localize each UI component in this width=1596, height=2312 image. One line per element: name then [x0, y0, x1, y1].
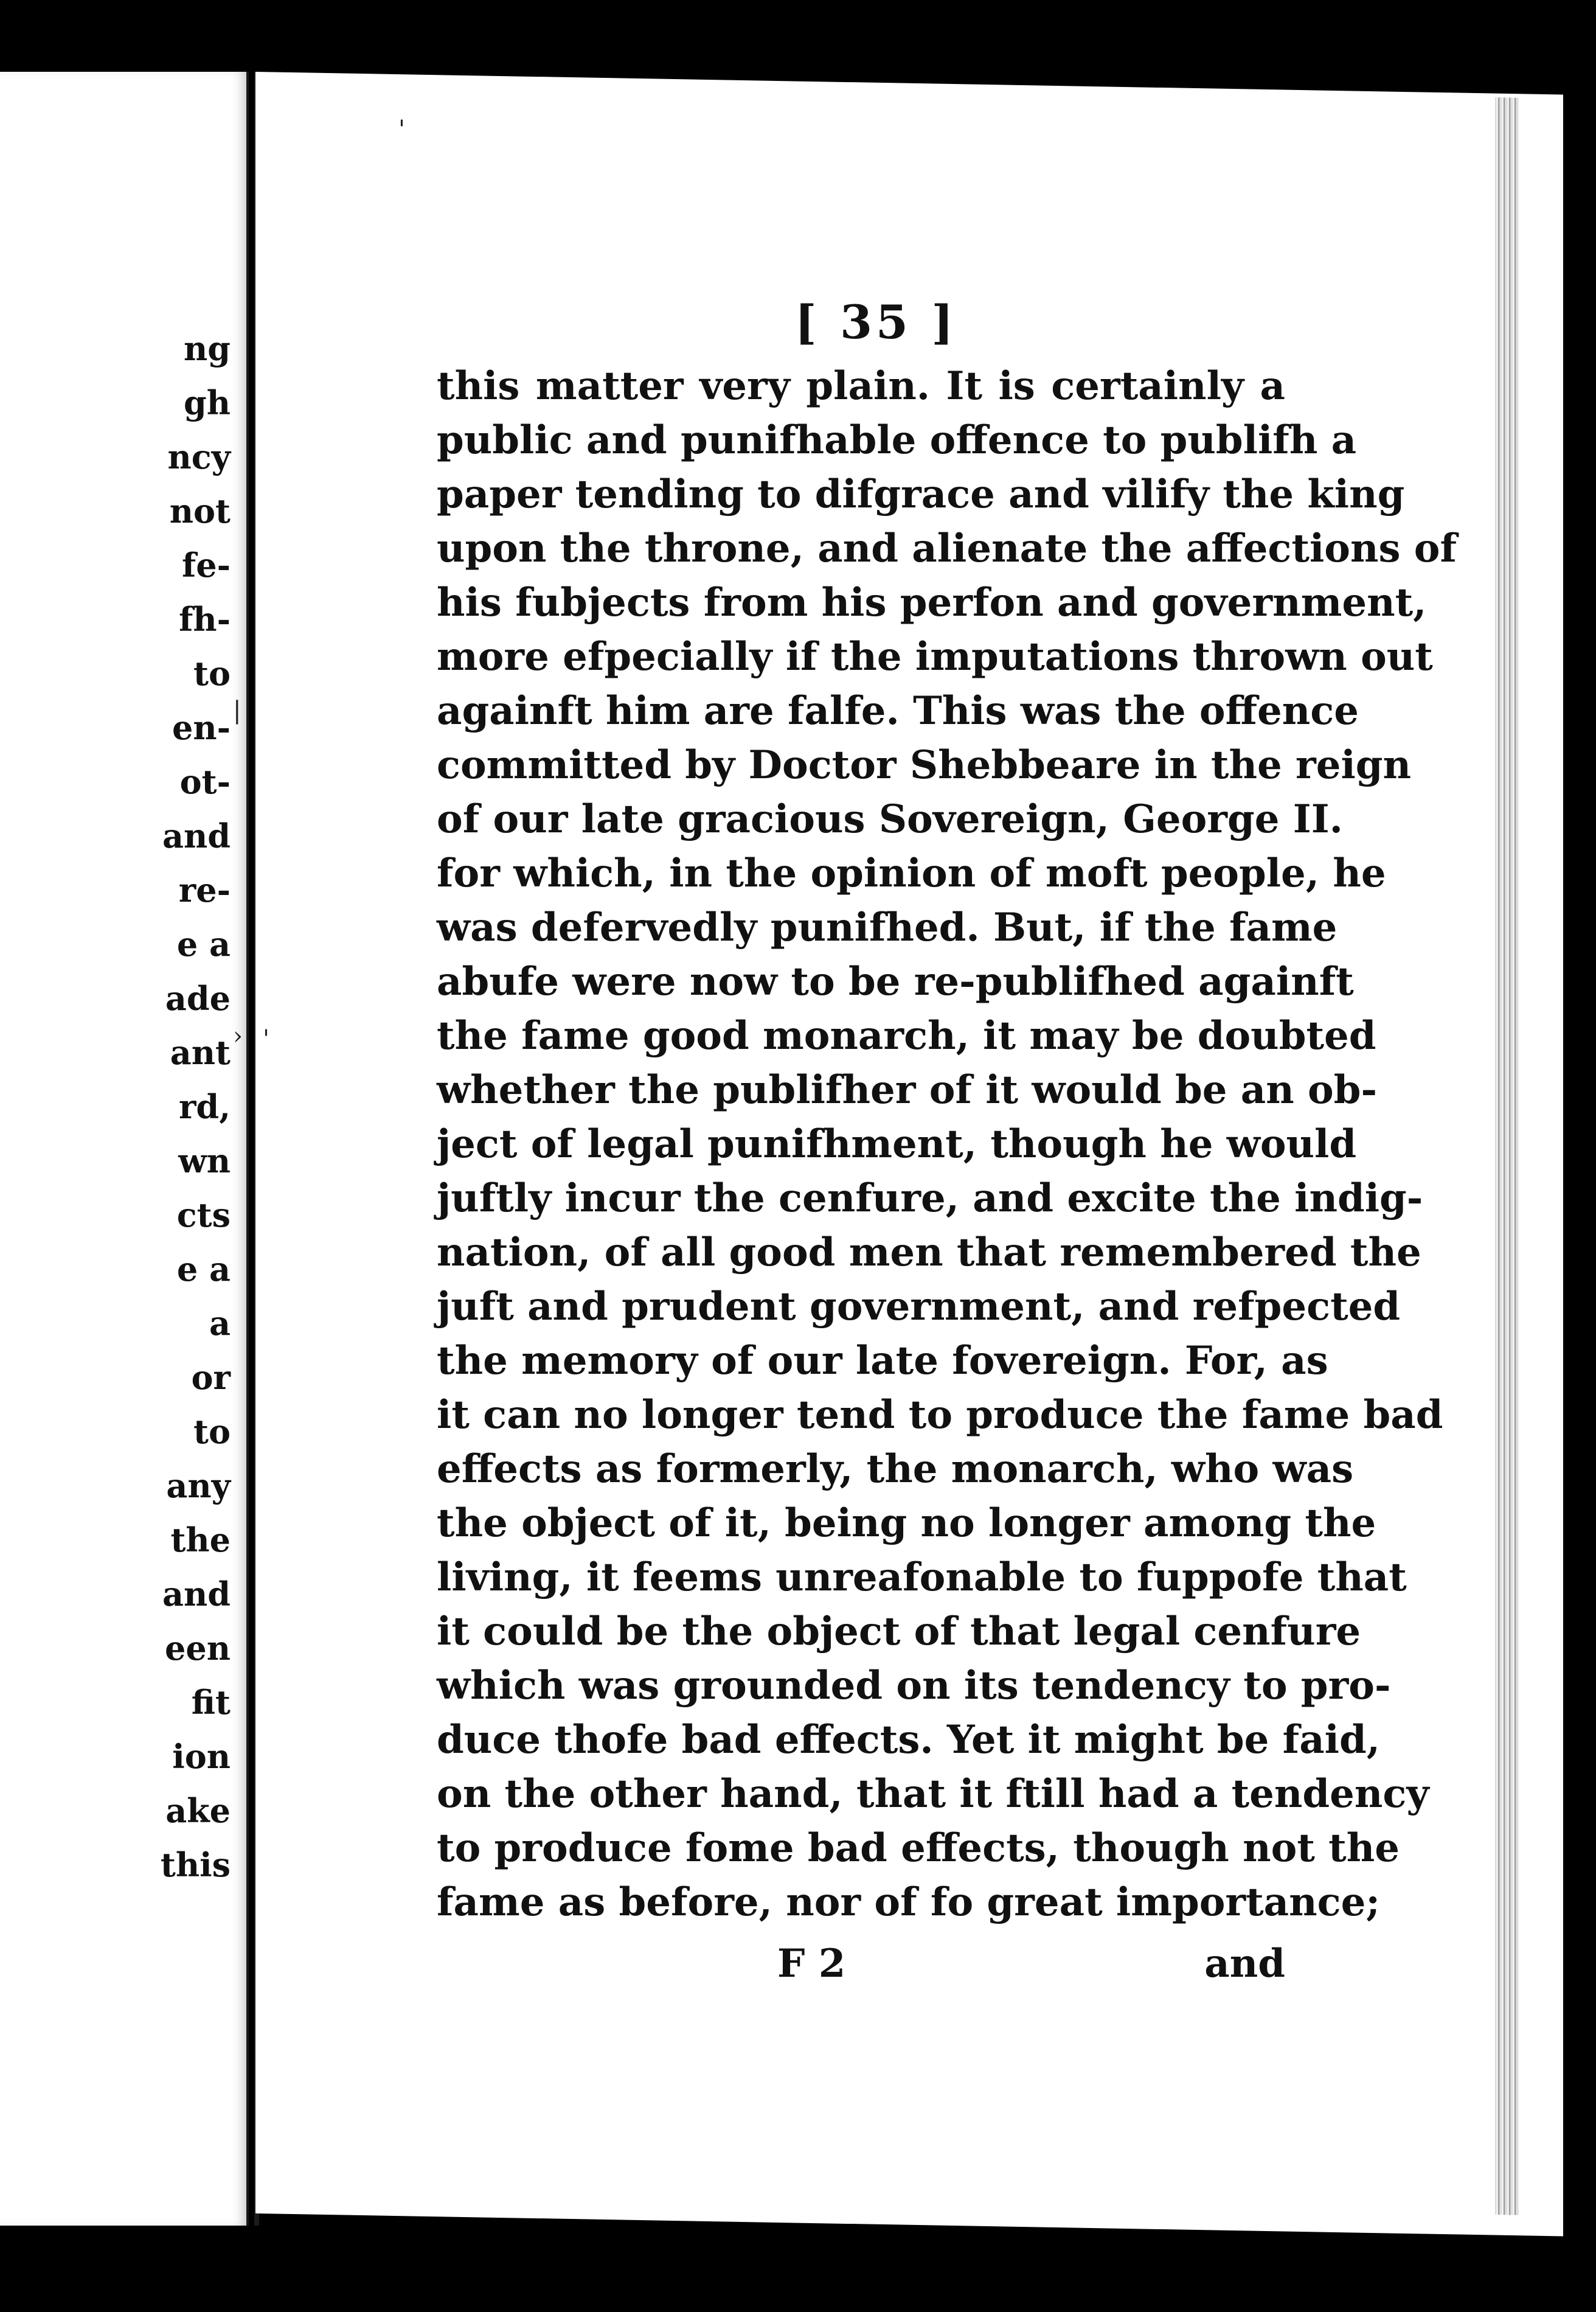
text-line: abufe were now to be re-publifhed againft — [437, 959, 1354, 1005]
left-page-line-fragment: or — [191, 1358, 231, 1397]
left-page-line-fragment: a — [209, 1304, 231, 1343]
left-page-line-fragment: not — [169, 492, 231, 531]
margin-mark: ' — [263, 1025, 269, 1053]
text-line: was defervedly punifhed. But, if the fame — [437, 905, 1338, 950]
previous-page-fragment — [0, 72, 249, 2226]
text-line: for which, in the opinion of moft people, he — [437, 851, 1386, 896]
catchword: and — [1204, 1941, 1285, 1986]
page-footer — [437, 1941, 1285, 1996]
left-page-line-fragment: fit — [191, 1683, 231, 1722]
text-line: the memory of our late fovereign. For, as — [437, 1338, 1328, 1384]
left-page-line-fragment: re- — [178, 871, 231, 910]
text-line: the fame good monarch, it may be doubted — [437, 1013, 1376, 1059]
text-line: whether the publifher of it would be an ob- — [437, 1067, 1378, 1113]
left-page-line-fragment: ake — [165, 1791, 231, 1830]
text-line: effects as formerly, the monarch, who was — [437, 1446, 1354, 1492]
text-line: living, it feems unreafonable to fuppofe that — [437, 1555, 1407, 1600]
left-page-line-fragment: this — [160, 1845, 231, 1884]
left-page-line-fragment: any — [166, 1466, 231, 1505]
left-page-line-fragment: ion — [172, 1737, 231, 1776]
text-line: which was grounded on its tendency to pro- — [437, 1663, 1391, 1708]
left-page-line-fragment: fh- — [179, 600, 231, 639]
left-page-line-fragment: ant — [170, 1033, 231, 1072]
left-page-line-fragment: gh — [183, 383, 231, 422]
text-line: fame as before, nor of fo great importance; — [437, 1879, 1380, 1925]
signature-mark: F 2 — [777, 1941, 846, 1986]
text-line: upon the throne, and alienate the affections of — [437, 526, 1457, 571]
left-page-line-fragment: e a — [176, 1250, 231, 1289]
left-page-line-fragment: en- — [172, 708, 231, 747]
left-page-line-fragment: e a — [176, 925, 231, 964]
text-line: committed by Doctor Shebbeare in the reign — [437, 742, 1412, 788]
left-page-line-fragment: wn — [178, 1141, 231, 1180]
text-line: ject of legal punifhment, though he would — [437, 1121, 1357, 1167]
text-line: on the other hand, that it ftill had a tendency — [437, 1771, 1429, 1817]
text-line: againft him are falfe. This was the offence — [437, 688, 1359, 734]
left-page-line-fragment: the — [170, 1520, 231, 1559]
left-page-line-fragment: and — [162, 1575, 231, 1614]
text-line: to produce fome bad effects, though not the — [437, 1825, 1400, 1871]
left-page-line-fragment: fe- — [182, 546, 231, 585]
text-line: it could be the object of that legal cenfure — [437, 1609, 1361, 1654]
left-page-line-fragment: ng — [183, 329, 231, 368]
text-line: juft and prudent government, and refpected — [437, 1284, 1401, 1329]
text-line: this matter very plain. It is certainly a — [437, 363, 1285, 409]
left-page-line-fragment: ncy — [167, 437, 231, 476]
left-page-line-fragment: to — [193, 1412, 231, 1451]
left-page-line-fragment: cts — [176, 1196, 231, 1234]
text-line: public and punifhable offence to publifh a — [437, 417, 1357, 463]
left-page-line-fragment: ot- — [179, 762, 231, 801]
text-line: his fubjects from his perfon and government, — [437, 580, 1427, 625]
left-page-line-fragment: to — [193, 654, 231, 693]
text-line: it can no longer tend to produce the fame bad — [437, 1392, 1443, 1438]
margin-mark: | — [233, 697, 241, 725]
left-page-line-fragment: een — [165, 1629, 231, 1668]
page-edge — [1495, 97, 1519, 2215]
text-line: duce thofe bad effects. Yet it might be faid, — [437, 1717, 1380, 1763]
margin-mark: › — [233, 1022, 243, 1050]
text-line: paper tending to difgrace and vilify the king — [437, 472, 1405, 517]
text-line: nation, of all good men that remembered the — [437, 1230, 1421, 1275]
text-line: juftly incur the cenfure, and excite the indig- — [437, 1175, 1423, 1221]
text-line: more efpecially if the imputations thrown out — [437, 634, 1433, 680]
left-page-line-fragment: rd, — [178, 1087, 231, 1126]
text-line: of our late gracious Sovereign, George II. — [437, 796, 1343, 842]
page-number-header: [ 35 ] — [794, 295, 957, 349]
left-page-line-fragment: and — [162, 817, 231, 855]
left-page-line-fragment: ade — [165, 979, 231, 1018]
ink-speck: ' — [398, 116, 405, 144]
text-line: the object of it, being no longer among the — [437, 1500, 1376, 1546]
page-body-text — [437, 359, 1457, 1929]
